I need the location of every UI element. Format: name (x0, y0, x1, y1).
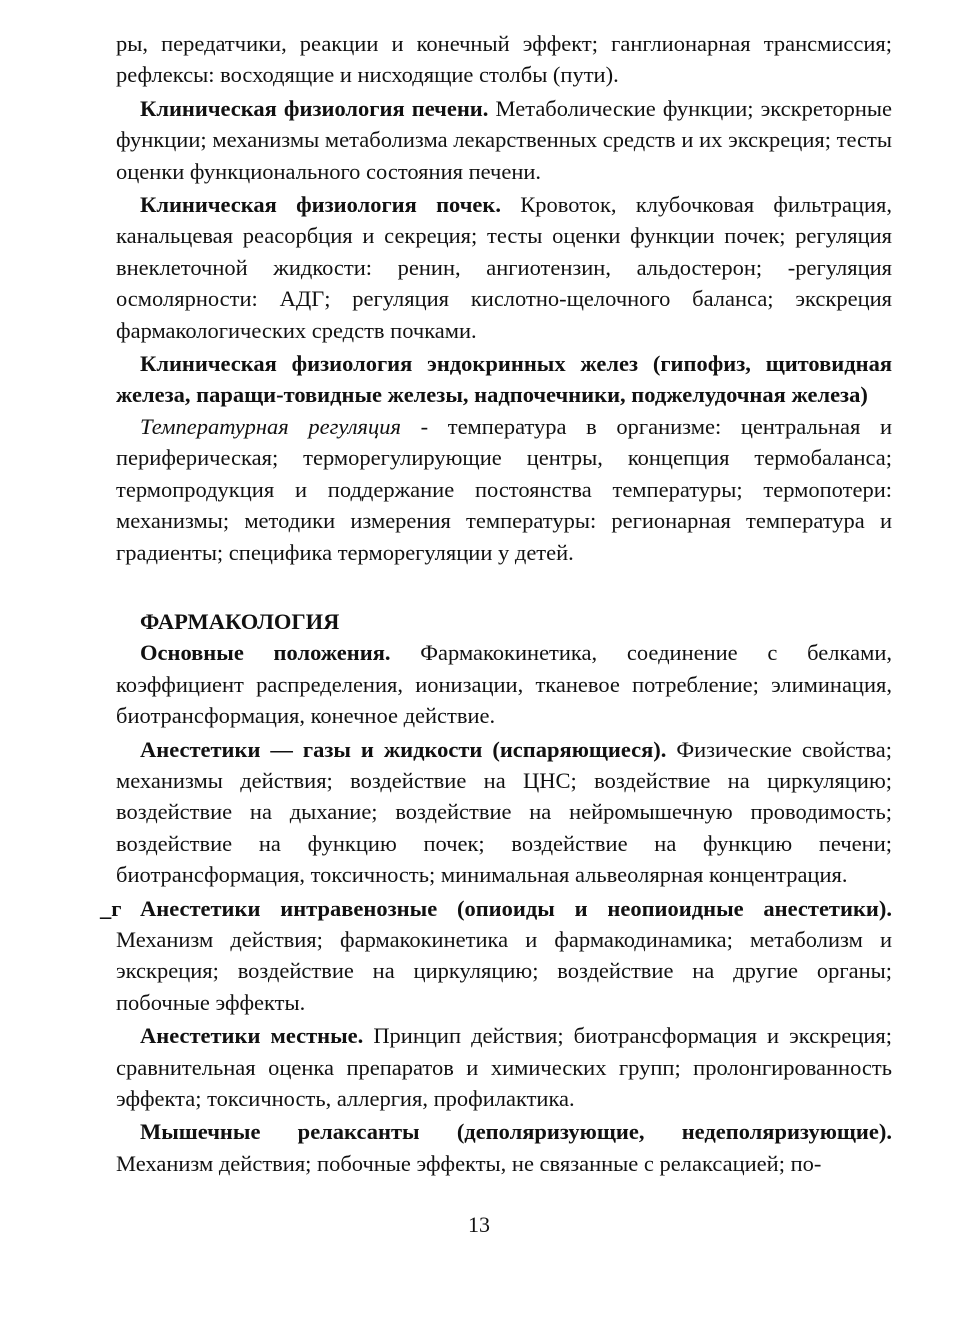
heading-muscle-relaxants: Мышечные релаксанты (деполяризующие, недеполяризующие). (140, 1119, 892, 1145)
section-title-pharmacology: ФАРМАКОЛОГИЯ (140, 608, 340, 634)
paragraph-thermoregulation: Температурная регуляция - температура в организме: центральная и периферическая; терморегулирующие центры, концепция термобаланса; термопродукция и поддержание постоянства температуры; термопотери: механизмы; методики измерения температуры: регионарная температура и градиенты; специфика терморегуляции у детей. (116, 413, 892, 565)
italic-thermoregulation: Температурная регуляция (140, 413, 401, 439)
paragraph-local-anesthetics: Анестетики местные. Принцип действия; биотрансформация и экскреция; сравнительная оценка препаратов и химических групп; пролонгированность эффекта; токсичность, аллергия, профилактика. (116, 1023, 892, 1111)
paragraph-continuation: ры, передатчики, реакции и конечный эффект; ганглионарная трансмиссия; рефлексы: восходящие и нисходящие столбы (пути). (116, 31, 892, 88)
heading-kidneys: Клиническая физиология почек. (140, 192, 501, 218)
margin-mark: _г (100, 895, 122, 921)
heading-local-anesthetics: Анестетики местные. (140, 1023, 364, 1049)
paragraph-muscle-relaxants: Мышечные релаксанты (деполяризующие, недеполяризующие). Механизм действия; побочные эффекты, не связанные с релаксацией; по- (116, 1119, 892, 1176)
document-page (100, 28, 892, 1179)
heading-basics: Основные положения. (140, 640, 391, 666)
heading-iv-anesthetics: Анестетики интравенозные (опиоиды и неопиоидные анестетики). (140, 895, 892, 921)
heading-liver: Клиническая физиология печени. (140, 95, 489, 121)
heading-endocrine: Клиническая физиология эндокринных желез (гипофиз, щитовидная железа, паращи-товидные железы, надпочечники, поджелудочная железа) (116, 351, 892, 408)
paragraph-iv-anesthetics: _г Анестетики интравенозные (опиоиды и неопиоидные анестетики). Механизм действия; фармакокинетика и фармакодинамика; метаболизм и экскреция; воздействие на циркуляцию; воздействие на другие органы; побочные эффекты. (116, 893, 892, 1019)
paragraph-endocrine (116, 348, 892, 411)
page-number: 13 (468, 1212, 490, 1237)
paragraph-kidneys: Клиническая физиология почек. Кровоток, клубочковая фильтрация, канальцевая реасорбция и секреция; тесты оценки функции почек; регуляция внеклеточной жидкости: ренин, ангиотензин, альдостерон; -регуляция осмолярности: АДГ; регуляция кислотно-щелочного баланса; экскреция фармакологических средств почками. (116, 192, 892, 343)
paragraph-inhaled-anesthetics: Анестетики — газы и жидкости (испаряющиеся). Физические свойства; механизмы действия; воздействие на ЦНС; воздействие на циркуляцию; воздействие на дыхание; воздействие на нейромышечную проводимость; воздействие на функцию почек; воздействие на функцию печени; биотрансформация, токсичность; минимальная альвеолярная концентрация. (116, 736, 892, 888)
paragraph-liver: Клиническая физиология печени. Метаболические функции; экскреторные функции; механизмы метаболизма лекарственных средств и их экскреция; тесты оценки функционального состояния печени. (116, 95, 892, 184)
heading-inhaled-anesthetics: Анестетики — газы и жидкости (испаряющиеся). (140, 736, 667, 762)
paragraph-basics: Основные положения. Фармакокинетика, соединение с белками, коэффициент распределения, ионизации, тканевое потребление; элиминация, биотрансформация, конечное действие. (116, 640, 892, 729)
